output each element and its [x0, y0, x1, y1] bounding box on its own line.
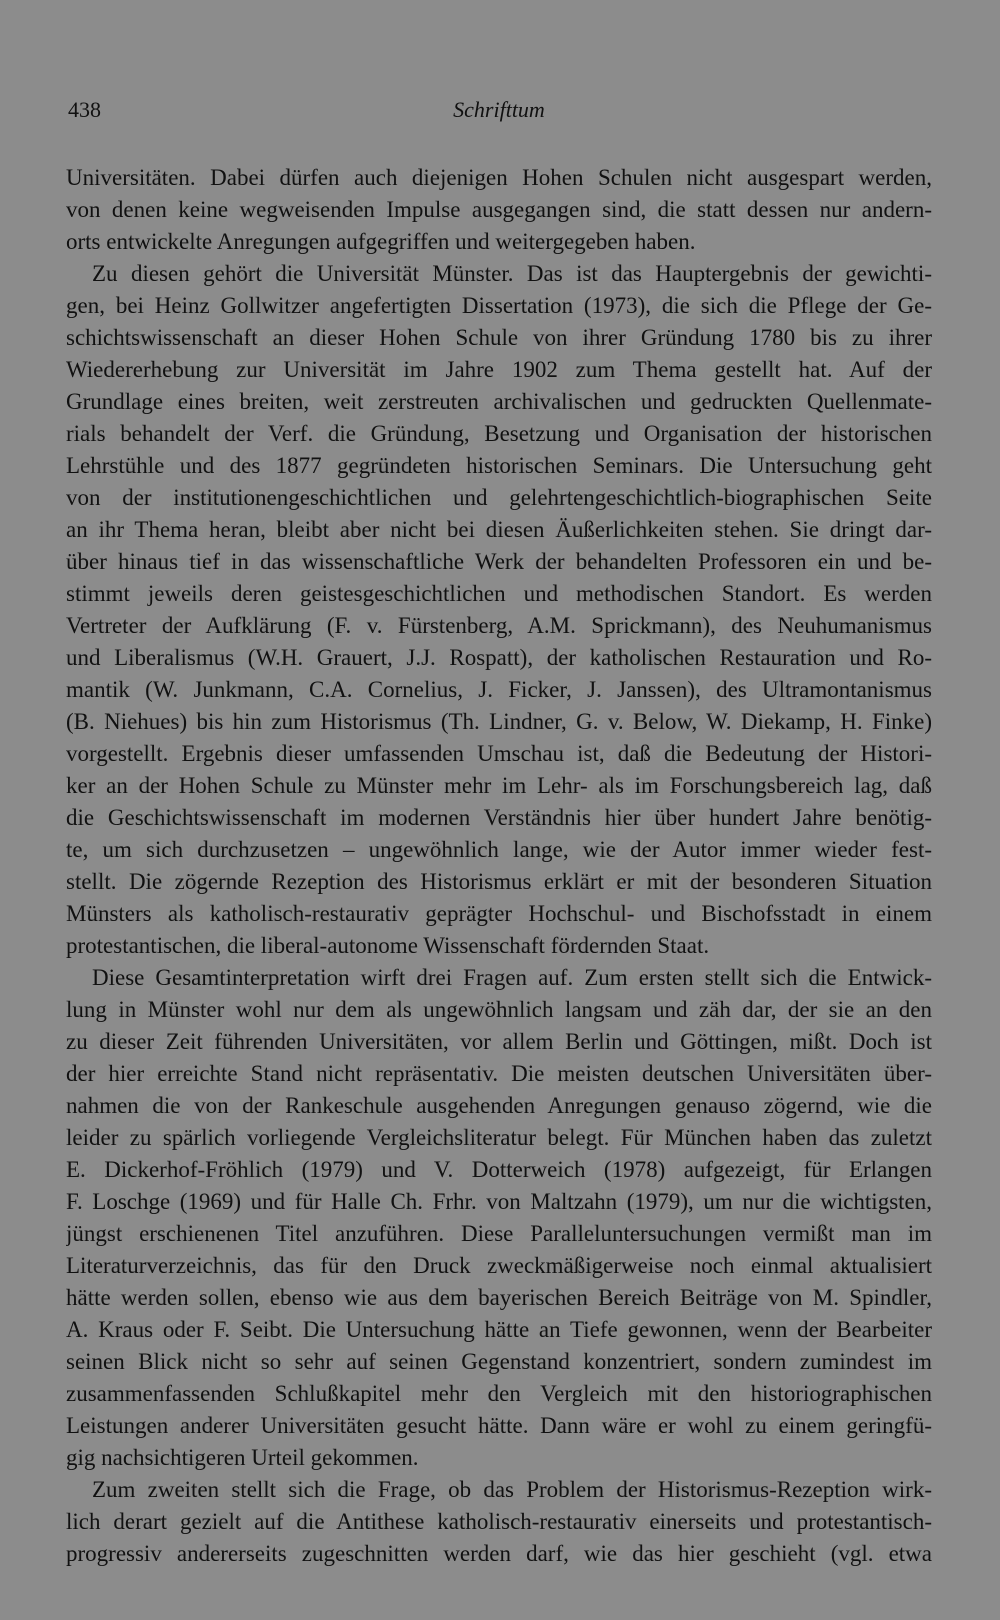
text-line: hätte werden sollen, ebenso wie aus dem bayerischen Bereich Beiträge von M. Spindler,: [66, 1285, 932, 1310]
text-line: gen, bei Heinz Gollwitzer angefertigten Dissertation (1973), die sich die Pflege der Ge-: [66, 293, 932, 318]
text-line: rials behandelt der Verf. die Gründung, Besetzung und Organisation der historischen: [66, 421, 932, 446]
text-line: zusammenfassenden Schlußkapitel mehr den Vergleich mit den historiographischen: [66, 1381, 932, 1406]
text-line: und Liberalismus (W.H. Grauert, J.J. Rospatt), der katholischen Restauration und Ro-: [66, 645, 932, 670]
text-line: mantik (W. Junkmann, C.A. Cornelius, J. Ficker, J. Janssen), des Ultramontanismus: [66, 677, 932, 702]
text-line: nahmen die von der Rankeschule ausgehenden Anregungen genauso zögernd, wie die: [66, 1093, 932, 1118]
text-line: über hinaus tief in das wissenschaftliche Werk der behandelten Professoren ein und be-: [66, 549, 932, 574]
text-line: Leistungen anderer Universitäten gesucht hätte. Dann wäre er wohl zu einem geringfü-: [66, 1413, 932, 1438]
text-line: Vertreter der Aufklärung (F. v. Fürstenberg, A.M. Sprickmann), des Neuhumanismus: [66, 613, 932, 638]
text-line: der hier erreichte Stand nicht repräsentativ. Die meisten deutschen Universitäten über-: [66, 1061, 932, 1086]
text-line: Grundlage eines breiten, weit zerstreuten archivalischen und gedruckten Quellenmate-: [66, 389, 932, 414]
text-line: gig nachsichtigeren Urteil gekommen.: [66, 1445, 419, 1470]
text-line: lung in Münster wohl nur dem als ungewöhnlich langsam und zäh dar, der sie an den: [66, 997, 932, 1022]
running-title: Schrifttum: [453, 97, 545, 122]
text-line: protestantischen, die liberal-autonome Wissenschaft fördernden Staat.: [66, 933, 710, 958]
text-line: te, um sich durchzusetzen – ungewöhnlich lange, wie der Autor immer wieder fest-: [66, 837, 932, 862]
text-line: an ihr Thema heran, bleibt aber nicht bei diesen Äußerlichkeiten stehen. Sie dringt dar-: [66, 517, 932, 542]
body-text: [66, 162, 932, 1570]
text-line: seinen Blick nicht so sehr auf seinen Gegenstand konzentriert, sondern zumindest im: [66, 1349, 932, 1374]
text-line: E. Dickerhof-Fröhlich (1979) und V. Dotterweich (1978) aufgezeigt, für Erlangen: [66, 1157, 932, 1182]
page-number: 438: [68, 97, 101, 122]
text-line: Wiedererhebung zur Universität im Jahre 1902 zum Thema gestellt hat. Auf der: [66, 357, 932, 382]
text-line: Zum zweiten stellt sich die Frage, ob das Problem der Historismus-Rezeption wirk-: [92, 1477, 932, 1502]
text-line: orts entwickelte Anregungen aufgegriffen und weitergegeben haben.: [66, 229, 696, 254]
text-line: Universitäten. Dabei dürfen auch diejenigen Hohen Schulen nicht ausgespart werden,: [66, 165, 932, 190]
text-line: Literaturverzeichnis, das für den Druck zweckmäßigerweise noch einmal aktualisiert: [66, 1253, 932, 1278]
text-line: Zu diesen gehört die Universität Münster. Das ist das Hauptergebnis der gewichti-: [92, 261, 932, 286]
text-line: stellt. Die zögernde Rezeption des Historismus erklärt er mit der besonderen Situation: [66, 869, 932, 894]
text-line: jüngst erschienenen Titel anzuführen. Diese Paralleluntersuchungen vermißt man im: [66, 1221, 932, 1246]
page-header: [68, 92, 930, 128]
text-line: F. Loschge (1969) und für Halle Ch. Frhr. von Maltzahn (1979), um nur die wichtigsten,: [66, 1189, 932, 1214]
text-line: leider zu spärlich vorliegende Vergleichsliteratur belegt. Für München haben das zuletzt: [66, 1125, 932, 1150]
text-line: von denen keine wegweisenden Impulse ausgegangen sind, die statt dessen nur andern-: [66, 197, 932, 222]
text-line: progressiv andererseits zugeschnitten werden darf, wie das hier geschieht (vgl. etwa: [66, 1541, 932, 1566]
text-line: (B. Niehues) bis hin zum Historismus (Th. Lindner, G. v. Below, W. Diekamp, H. Finke): [66, 709, 932, 734]
text-line: lich derart gezielt auf die Antithese katholisch-restaurativ einerseits und protestantisch-: [66, 1509, 932, 1534]
text-line: ker an der Hohen Schule zu Münster mehr im Lehr- als im Forschungsbereich lag, daß: [66, 773, 932, 798]
text-line: vorgestellt. Ergebnis dieser umfassenden Umschau ist, daß die Bedeutung der Histori-: [66, 741, 932, 766]
text-line: schichtswissenschaft an dieser Hohen Schule von ihrer Gründung 1780 bis zu ihrer: [66, 325, 932, 350]
text-line: Münsters als katholisch-restaurativ geprägter Hochschul- und Bischofsstadt in einem: [66, 901, 932, 926]
text-line: zu dieser Zeit führenden Universitäten, vor allem Berlin und Göttingen, mißt. Doch ist: [66, 1029, 932, 1054]
text-line: Lehrstühle und des 1877 gegründeten historischen Seminars. Die Untersuchung geht: [66, 453, 932, 478]
text-line: Diese Gesamtinterpretation wirft drei Fragen auf. Zum ersten stellt sich die Entwick-: [92, 965, 932, 990]
text-line: die Geschichtswissenschaft im modernen Verständnis hier über hundert Jahre benötig-: [66, 805, 932, 830]
text-line: A. Kraus oder F. Seibt. Die Untersuchung hätte an Tiefe gewonnen, wenn der Bearbeiter: [66, 1317, 932, 1342]
text-line: von der institutionengeschichtlichen und gelehrtengeschichtlich-biographischen Seite: [66, 485, 932, 510]
text-line: stimmt jeweils deren geistesgeschichtlichen und methodischen Standort. Es werden: [66, 581, 932, 606]
